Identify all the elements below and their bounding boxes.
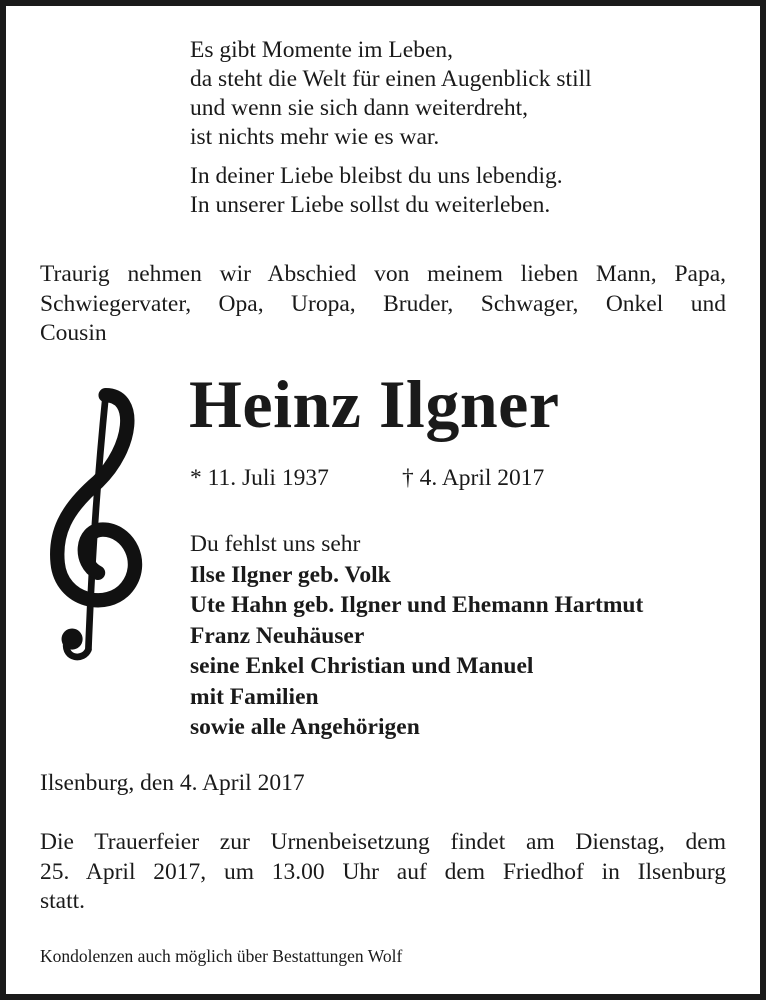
death-date: † 4. April 2017 <box>402 465 545 491</box>
farewell-intro <box>40 260 726 349</box>
intro-line: Cousin <box>40 320 107 346</box>
mourners-list <box>190 529 643 743</box>
poem-line: und wenn sie sich dann weiterdreht, <box>190 95 529 121</box>
poem-line: In unserer Liebe sollst du weiterleben. <box>190 192 551 218</box>
poem-line: ist nichts mehr wie es war. <box>190 124 440 150</box>
intro-line: Traurig nehmen wir Abschied von meinem lieben Mann, Papa, <box>40 261 726 287</box>
place-and-date: Ilsenburg, den 4. April 2017 <box>40 770 305 796</box>
poem-line: Es gibt Momente im Leben, <box>190 37 454 63</box>
condolence-note: Kondolenzen auch möglich über Bestattungen Wolf <box>40 946 403 966</box>
mourners-lead: Du fehlst uns sehr <box>190 531 361 557</box>
funeral-line: 25. April 2017, um 13.00 Uhr auf dem Friedhof in Ilsenburg <box>40 858 726 885</box>
mourner-name: sowie alle Angehörigen <box>190 714 420 740</box>
poem <box>190 36 592 220</box>
funeral-line: Die Trauerfeier zur Urnenbeisetzung findet am Dienstag, dem <box>40 829 726 855</box>
treble-clef-icon <box>50 374 146 666</box>
mourner-name: Franz Neuhäuser <box>190 622 365 649</box>
mourner-name: seine Enkel Christian und Manuel <box>190 653 534 679</box>
funeral-line: statt. <box>40 888 86 914</box>
poem-line: In deiner Liebe bleibst du uns lebendig. <box>190 163 563 189</box>
life-dates <box>190 463 545 493</box>
mourner-name: mit Familien <box>190 683 319 710</box>
poem-line: da steht die Welt für einen Augenblick still <box>190 66 592 92</box>
deceased-name: Heinz Ilgner <box>189 366 560 442</box>
funeral-info <box>40 828 726 917</box>
intro-line: Schwiegervater, Opa, Uropa, Bruder, Schwager, Onkel und <box>40 290 726 317</box>
birth-date: * 11. Juli 1937 <box>190 465 329 491</box>
mourner-name: Ilse Ilgner geb. Volk <box>190 561 391 588</box>
mourner-name: Ute Hahn geb. Ilgner und Ehemann Hartmut <box>190 592 644 618</box>
